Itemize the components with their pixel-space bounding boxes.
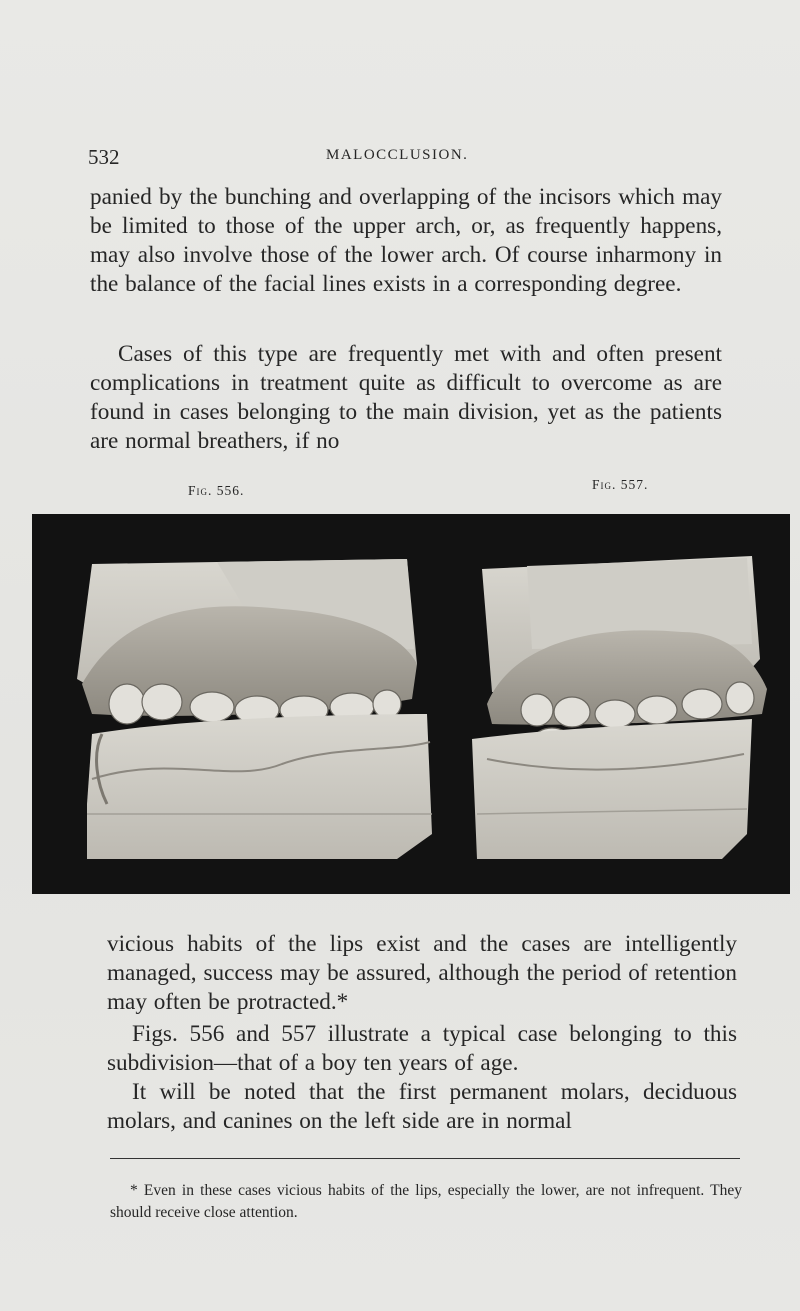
footnote: * Even in these cases vicious habits of the lips, especially the lower, are not infrequent. They should receive close attention. [110, 1182, 742, 1221]
paragraph-molars: It will be noted that the first permanent molars, deciduous molars, and canines on the left side are in normal [107, 1079, 737, 1134]
cast-fig-557 [472, 556, 767, 859]
paragraph-vicious-habits: vicious habits of the lips exist and the cases are intelligently managed, success may be assured, although the period of retention may often be protracted.* [107, 931, 737, 1015]
paragraph-cases: Cases of this type are frequently met with and often present complications in treatment quite as difficult to overcome as are found in cases belonging to the main division, yet as the patients are normal breathers, if no [90, 341, 722, 454]
figure-label-556: Fig. 556. [188, 483, 245, 498]
paragraph-figs-illustrate: Figs. 556 and 557 illustrate a typical case belonging to this subdivision—that of a boy ten years of age. [107, 1021, 737, 1076]
dental-casts-photo [32, 514, 790, 894]
footnote-rule [110, 1158, 740, 1159]
paragraph-continued: panied by the bunching and overlapping of the incisors which may be limited to those of the upper arch, or, as frequently happens, may also involve those of the lower arch. Of course inharmony in the balance of the facial lines exists in a corresponding degree. [90, 184, 722, 297]
figure-plate [32, 514, 790, 894]
page-number: 532 [88, 145, 120, 169]
running-title: MALOCCLUSION. [326, 147, 469, 163]
page-header [88, 145, 724, 175]
cast-fig-556 [77, 559, 432, 859]
figure-label-557: Fig. 557. [592, 477, 649, 492]
